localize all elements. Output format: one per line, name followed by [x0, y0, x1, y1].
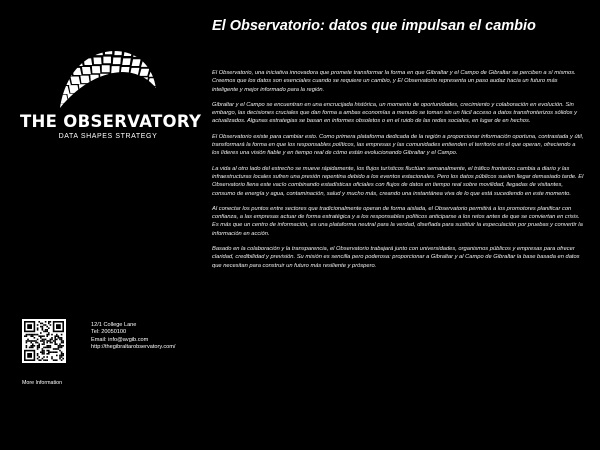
globe-tile: [139, 69, 149, 76]
qr-module: [54, 337, 56, 339]
qr-module: [58, 345, 60, 347]
qr-module: [50, 347, 52, 349]
qr-module: [59, 337, 61, 339]
qr-module: [46, 334, 48, 336]
qr-module: [24, 335, 26, 337]
qr-module: [40, 340, 42, 342]
qr-module: [43, 347, 45, 349]
qr-module: [62, 355, 64, 357]
qr-module: [53, 351, 55, 353]
qr-module: [59, 343, 61, 345]
qr-module: [51, 358, 53, 360]
qr-module: [37, 353, 39, 355]
qr-module: [59, 339, 61, 341]
globe-tile: [114, 49, 122, 55]
qr-module: [34, 340, 36, 342]
globe-tile: [84, 58, 93, 65]
qr-module: [37, 327, 39, 329]
globe-tile: [117, 84, 127, 92]
contact-address: 12/1 College Lane: [91, 322, 137, 328]
article-paragraph: Gibraltar y el Campo se encuentran en una encrucijada histórica, un momento de oportunidades, crecimiento y colaboración en evolución. Sin embargo, las decisiones cruciales que dan forma a ambas economías a menudo se toman sin un fácil acceso a datos transfronterizos sólidos y actualizados. Algunas estrategias se basan en informes obsoletos o en el ruido de las redes sociales, en lugar de en hechos.: [212, 101, 577, 125]
qr-module: [42, 339, 44, 341]
globe-tile: [74, 59, 83, 66]
qr-code-icon[interactable]: [22, 319, 66, 363]
globe-tile: [67, 94, 77, 102]
logo-title: THE OBSERVATORY: [20, 112, 202, 131]
qr-module: [37, 334, 39, 336]
qr-module: [56, 359, 58, 361]
qr-module: [34, 334, 36, 336]
page-title: El Observatorio: datos que impulsan el cambio: [212, 18, 536, 34]
qr-module: [27, 324, 32, 329]
globe-tile: [58, 95, 68, 103]
globe-tile: [58, 78, 61, 86]
contact-website-link[interactable]: http://thegibraltarobservatory.com/: [91, 343, 176, 350]
globe-tile: [76, 101, 86, 110]
globe-tile: [108, 83, 117, 91]
qr-module: [42, 329, 44, 331]
globe-tile: [82, 67, 91, 74]
qr-module: [43, 342, 45, 344]
qr-module: [42, 350, 44, 352]
contact-email[interactable]: Email: info@avgib.com: [91, 336, 149, 343]
qr-module: [58, 337, 60, 339]
qr-module: [37, 329, 39, 331]
qr-module: [51, 339, 53, 341]
globe-tile: [103, 57, 111, 64]
globe-tile: [121, 67, 130, 74]
qr-module: [45, 331, 47, 333]
qr-module: [48, 334, 50, 336]
qr-module: [50, 339, 52, 341]
globe-tile: [105, 101, 115, 110]
qr-module: [50, 340, 52, 342]
qr-module: [29, 334, 31, 336]
globe-tile: [133, 51, 142, 57]
qr-module: [51, 342, 53, 344]
qr-module: [30, 347, 32, 349]
globe-tile: [122, 58, 131, 65]
qr-module: [46, 353, 48, 355]
globe-tile: [119, 76, 128, 84]
qr-module: [40, 337, 42, 339]
qr-module: [40, 323, 42, 325]
qr-module: [61, 340, 63, 342]
qr-module: [37, 355, 39, 357]
globe-tile: [125, 94, 135, 102]
qr-module: [56, 324, 61, 329]
qr-module: [56, 339, 58, 341]
globe-tile: [92, 66, 100, 73]
globe-tile: [111, 66, 119, 73]
qr-module: [48, 332, 50, 334]
qr-module: [61, 339, 63, 341]
qr-module: [26, 345, 28, 347]
qr-module: [32, 335, 34, 337]
qr-module: [59, 345, 61, 347]
globe-tile: [72, 68, 81, 75]
globe-tile: [138, 77, 148, 85]
qr-module: [42, 340, 44, 342]
qr-module: [43, 335, 45, 337]
qr-module: [42, 348, 44, 350]
qr-module: [51, 356, 53, 358]
qr-module: [62, 340, 64, 342]
globe-tile: [77, 93, 87, 101]
qr-module: [46, 342, 48, 344]
qr-module: [26, 342, 28, 344]
qr-module: [43, 350, 45, 352]
globe-tile: [75, 51, 84, 57]
globe-tile: [69, 85, 79, 93]
observatory-logo: [20, 48, 202, 148]
globe-tile: [59, 86, 70, 94]
qr-module: [45, 324, 47, 326]
globe-tile: [105, 48, 112, 54]
qr-module: [54, 359, 56, 361]
globe-tile: [58, 70, 63, 77]
qr-module: [48, 323, 50, 325]
qr-module: [42, 353, 44, 355]
qr-module: [48, 327, 50, 329]
globe-tile: [61, 77, 71, 85]
qr-module: [54, 343, 56, 345]
globe-tile: [85, 50, 93, 56]
globe-tile: [142, 104, 154, 110]
qr-module: [40, 359, 42, 361]
qr-module: [32, 347, 34, 349]
qr-module: [46, 359, 48, 361]
globe-tile: [71, 77, 81, 85]
qr-module: [58, 347, 60, 349]
qr-module: [46, 345, 48, 347]
qr-module: [43, 343, 45, 345]
globe-tile: [64, 60, 74, 67]
qr-module: [38, 335, 40, 337]
qr-module: [48, 351, 50, 353]
globe-tile: [100, 74, 108, 82]
qr-module: [48, 350, 50, 352]
globe-tile: [106, 92, 115, 100]
qr-module: [61, 359, 63, 361]
qr-module: [54, 339, 56, 341]
qr-module: [43, 339, 45, 341]
article-paragraph: El Observatorio existe para cambiar esto. Como primera plataforma dedicada de la región a proporcionar información oportuna, contrastada y útil, transformará la forma en que los responsables políticos, las empresas y las comunidades entienden el territorio en el que operan, ofreciendo a los líderes una visión fiable y en tiempo real de cómo están evolucionando Gibraltar y el Campo.: [212, 133, 584, 157]
qr-module: [61, 355, 63, 357]
qr-module: [54, 335, 56, 337]
qr-module: [32, 334, 34, 336]
qr-module: [51, 334, 53, 336]
globe-tile: [147, 78, 158, 86]
qr-module: [37, 347, 39, 349]
globe-tile: [127, 85, 137, 93]
globe-tile: [102, 65, 110, 72]
globe-tile: [149, 70, 158, 77]
qr-module: [26, 347, 28, 349]
qr-module: [35, 334, 37, 336]
qr-module: [53, 340, 55, 342]
qr-module: [26, 334, 28, 336]
qr-module: [43, 340, 45, 342]
globe-tile: [62, 69, 72, 76]
qr-module: [38, 343, 40, 345]
qr-module: [61, 337, 63, 339]
qr-module: [54, 351, 56, 353]
qr-module: [53, 359, 55, 361]
qr-module: [29, 347, 31, 349]
qr-module: [48, 340, 50, 342]
globe-tile: [99, 82, 108, 90]
qr-module: [61, 345, 63, 347]
globe-tile: [66, 102, 77, 110]
more-information-link[interactable]: More Information: [22, 380, 63, 386]
qr-module: [62, 353, 64, 355]
globe-tile: [144, 96, 155, 104]
qr-module: [35, 340, 37, 342]
globe-tile: [152, 53, 158, 59]
globe-tile: [94, 58, 102, 65]
qr-module: [40, 332, 42, 334]
globe-tile: [141, 60, 151, 67]
qr-module: [59, 350, 61, 352]
globe-tile: [95, 49, 103, 55]
qr-module: [40, 326, 42, 328]
globe-tile: [150, 61, 158, 68]
globe-tile: [58, 61, 64, 68]
qr-module: [59, 347, 61, 349]
globe-tile: [136, 86, 147, 94]
qr-module: [54, 340, 56, 342]
globe-tile: [80, 76, 89, 84]
qr-module: [56, 343, 58, 345]
qr-module: [40, 351, 42, 353]
qr-module: [48, 353, 50, 355]
qr-module: [46, 331, 48, 333]
qr-module: [59, 355, 61, 357]
qr-module: [42, 335, 44, 337]
globe-tile: [146, 87, 157, 95]
article-paragraph: La vida al otro lado del estrecho se mueve rápidamente, los flujos turísticos fluctúan semanalmente, el tráfico fronterizo cambia a diario y las infraestructuras locales sufren una presión repentina debido a los eventos estacionales. Pero los datos públicos suelen llegar demasiado tarde. El Observatorio llena este vacío combinando estadísticas oficiales con flujos de datos en tiempo real sobre movilidad, llegadas de visitantes, consumo de energía y agua, contaminación, salud y mucho más, creando una instantánea viva de lo que está sucediendo en este momento.: [212, 165, 584, 197]
globe-tile: [128, 77, 138, 85]
qr-module: [46, 347, 48, 349]
globe-tile: [58, 103, 67, 110]
qr-module: [37, 324, 39, 326]
article-paragraph: Al conectar los puntos entre sectores que tradicionalmente operan de forma aislada, el Observatorio permitirá a los promotores planificar con confianza, a las empresas actuar de forma estratégica y a los responsables políticos anticiparse a los retos antes de que se conviertan en crisis. Es más que un centro de información, es una plataforma neutral para la verdad, diseñada para sustituir la especulación por pruebas y convertir la información en acción.: [212, 205, 583, 237]
globe-tile: [97, 91, 106, 99]
qr-module: [37, 358, 39, 360]
qr-module: [50, 321, 52, 323]
qr-module: [45, 359, 47, 361]
qr-module: [62, 345, 64, 347]
globe-tile: [79, 84, 89, 92]
qr-module: [61, 347, 63, 349]
logo-subtitle: DATA SHAPES STRATEGY: [58, 133, 158, 140]
qr-module: [45, 347, 47, 349]
globe-tile: [113, 58, 121, 65]
qr-module: [30, 345, 32, 347]
qr-module: [56, 334, 58, 336]
qr-module: [48, 321, 50, 323]
qr-module: [27, 339, 29, 341]
qr-module: [54, 348, 56, 350]
qr-module: [26, 335, 28, 337]
article-paragraph: Basado en la colaboración y la transparencia, el Observatorio trabajará junto con universidades, organismos públicos y empresas para ofrecer claridad, credibilidad y previsión. Su misión es sencilla pero poderosa: proporcionar a Gibraltar y al Campo de Gibraltar la base basada en datos que necesitan para construir un futuro más resiliente y próspero.: [212, 246, 580, 269]
globe-tile: [65, 52, 74, 58]
qr-module: [37, 348, 39, 350]
qr-module: [56, 351, 58, 353]
qr-module: [59, 358, 61, 360]
qr-module: [46, 335, 48, 337]
qr-module: [51, 351, 53, 353]
globe-tile: [86, 101, 96, 110]
contact-phone: Tel: 20050100: [91, 329, 127, 336]
qr-module: [38, 359, 40, 361]
qr-code-pattern: [24, 321, 64, 361]
qr-module: [51, 337, 53, 339]
qr-module: [42, 327, 44, 329]
qr-module: [32, 345, 34, 347]
qr-module: [62, 358, 64, 360]
qr-module: [56, 335, 58, 337]
qr-module: [46, 340, 48, 342]
qr-module: [50, 345, 52, 347]
qr-module: [30, 340, 32, 342]
qr-module: [46, 350, 48, 352]
qr-module: [27, 334, 29, 336]
qr-module: [61, 342, 63, 344]
qr-module: [42, 323, 44, 325]
qr-module: [38, 356, 40, 358]
qr-module: [34, 337, 36, 339]
globe-tile: [133, 103, 144, 110]
qr-module: [42, 343, 44, 345]
globe-tile: [58, 87, 60, 95]
globe-tile: [143, 52, 152, 58]
qr-module: [27, 340, 29, 342]
qr-module: [26, 340, 28, 342]
qr-module: [38, 321, 40, 323]
qr-module: [48, 345, 50, 347]
qr-module: [45, 339, 47, 341]
qr-module: [37, 339, 39, 341]
qr-module: [43, 356, 45, 358]
qr-module: [50, 342, 52, 344]
qr-module: [61, 351, 63, 353]
qr-module: [43, 324, 45, 326]
qr-module: [61, 353, 63, 355]
qr-module: [42, 351, 44, 353]
qr-module: [43, 351, 45, 353]
qr-module: [32, 340, 34, 342]
qr-module: [46, 329, 48, 331]
qr-module: [50, 324, 52, 326]
globe-tile: [58, 96, 59, 104]
qr-module: [40, 335, 42, 337]
qr-module: [56, 355, 58, 357]
qr-module: [30, 335, 32, 337]
qr-module: [50, 351, 52, 353]
qr-module: [58, 335, 60, 337]
qr-module: [30, 334, 32, 336]
qr-module: [32, 343, 34, 345]
globe-tile: [114, 101, 124, 110]
globe-tile: [58, 53, 65, 59]
globe-tile: [130, 68, 139, 75]
contact-info: [91, 322, 175, 351]
qr-module: [35, 342, 37, 344]
globe-tile: [116, 93, 126, 101]
qr-module: [42, 326, 44, 328]
qr-module: [53, 348, 55, 350]
qr-module: [61, 356, 63, 358]
qr-module: [38, 347, 40, 349]
qr-module: [56, 348, 58, 350]
qr-module: [48, 347, 50, 349]
qr-module: [46, 326, 48, 328]
globe-tile: [124, 102, 135, 110]
qr-module: [37, 342, 39, 344]
qr-module: [43, 359, 45, 361]
qr-module: [43, 353, 45, 355]
qr-module: [38, 345, 40, 347]
qr-module: [43, 331, 45, 333]
globe-tile: [90, 75, 99, 83]
globe-tile: [87, 92, 96, 100]
qr-module: [29, 340, 31, 342]
globe-tile: [124, 50, 132, 56]
globe-tile: [110, 75, 119, 83]
qr-module: [61, 334, 63, 336]
qr-module: [42, 358, 44, 360]
globe-tile: [135, 95, 146, 103]
qr-module: [34, 345, 36, 347]
globe-tile: [89, 83, 98, 91]
qr-module: [27, 353, 32, 358]
article-body: [212, 69, 584, 277]
qr-module: [45, 329, 47, 331]
globe-tile: [95, 100, 104, 109]
qr-module: [37, 345, 39, 347]
qr-module: [62, 342, 64, 344]
globe-tile: [132, 59, 141, 66]
qr-module: [59, 356, 61, 358]
qr-module: [30, 342, 32, 344]
article-paragraph: El Observatorio, una iniciativa innovadora que promete transformar la forma en que Gibraltar y el Campo de Gibraltar se perciben a sí mismos. Creemos que los datos son esenciales cuando se requiere un cambio, y El Observatorio representa un paso audaz hacia un futuro más inteligente y mejor informado para la región.: [212, 70, 576, 93]
qr-module: [54, 342, 56, 344]
globe-grid-icon: [58, 48, 158, 110]
qr-module: [45, 321, 47, 323]
qr-module: [58, 348, 60, 350]
qr-module: [46, 356, 48, 358]
